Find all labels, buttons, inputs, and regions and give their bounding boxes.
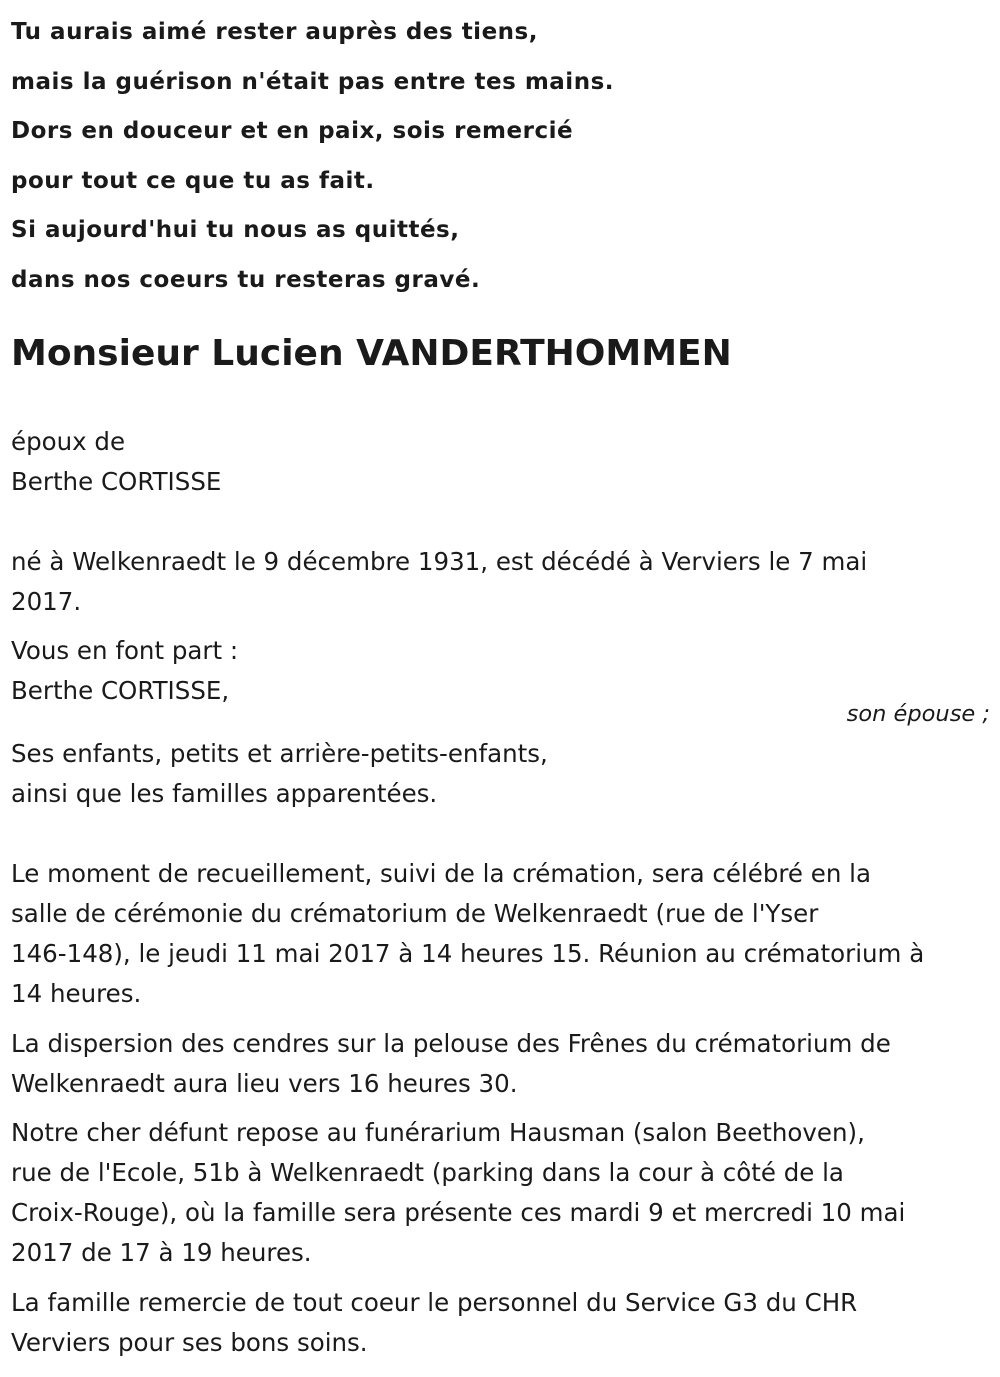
poem (11, 8, 971, 305)
spouse-intro: époux de (11, 427, 126, 456)
ceremony-block (11, 854, 986, 1014)
dispersion-line: Welkenraedt aura lieu vers 16 heures 30. (11, 1069, 518, 1098)
visitation-block (11, 1113, 986, 1273)
thanks-line: La famille remercie de tout coeur le personnel du Service G3 du CHR (11, 1288, 858, 1317)
birth-death-block (11, 542, 986, 622)
dispersion-line: La dispersion des cendres sur la pelouse des Frênes du crématorium de (11, 1029, 891, 1058)
announcement-block (11, 631, 986, 711)
birth-death-line: né à Welkenraedt le 9 décembre 1931, est décédé à Verviers le 7 mai (11, 547, 868, 576)
visitation-line: Croix-Rouge), où la famille sera présente ces mardi 9 et mercredi 10 mai (11, 1198, 906, 1227)
visitation-line: 2017 de 17 à 19 heures. (11, 1238, 312, 1267)
poem-line: Dors en douceur et en paix, sois remercié (11, 118, 574, 144)
poem-line: mais la guérison n'était pas entre tes mains. (11, 68, 614, 95)
announcement-intro: Vous en font part : (11, 636, 239, 665)
deceased-name: Monsieur Lucien VANDERTHOMMEN (11, 333, 732, 374)
poem-line: Tu aurais aimé rester auprès des tiens, (11, 19, 538, 45)
announcement-spouse: Berthe CORTISSE, (11, 676, 230, 705)
dispersion-block (11, 1024, 986, 1104)
poem-line: pour tout ce que tu as fait. (11, 167, 375, 194)
birth-death-line: 2017. (11, 587, 82, 616)
family-block (11, 734, 986, 814)
poem-line: Si aujourd'hui tu nous as quittés, (11, 217, 460, 243)
family-line: Ses enfants, petits et arrière-petits-enfants, (11, 739, 548, 768)
thanks-line: Verviers pour ses bons soins. (11, 1328, 368, 1357)
visitation-line: Notre cher défunt repose au funérarium Hausman (salon Beethoven), (11, 1118, 865, 1147)
visitation-line: rue de l'Ecole, 51b à Welkenraedt (parking dans la cour à côté de la (11, 1158, 844, 1187)
spouse-name: Berthe CORTISSE (11, 467, 222, 496)
spouse-role: son épouse ; (846, 701, 990, 727)
ceremony-line: 146-148), le jeudi 11 mai 2017 à 14 heures 15. Réunion au crématorium à (11, 939, 925, 968)
poem-line: dans nos coeurs tu resteras gravé. (11, 266, 481, 293)
ceremony-line: 14 heures. (11, 979, 142, 1008)
ceremony-line: Le moment de recueillement, suivi de la crémation, sera célébré en la (11, 859, 872, 888)
spouse-block (11, 422, 986, 502)
ceremony-line: salle de cérémonie du crématorium de Welkenraedt (rue de l'Yser (11, 899, 819, 928)
family-line: ainsi que les familles apparentées. (11, 779, 438, 808)
thanks-block (11, 1283, 986, 1363)
